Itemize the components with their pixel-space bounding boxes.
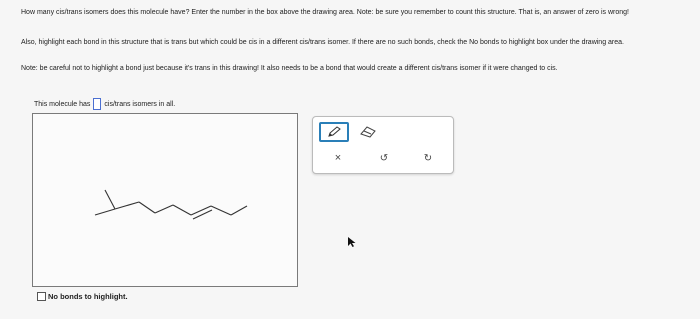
instruction-paragraph-3: Note: be careful not to highlight a bond just because it's trans in this drawing! It also needs to be a bond that would create a different cis/trans isomer if it were changed to cis. [21,65,558,72]
instruction-paragraph-2: Also, highlight each bond in this structure that is trans but which could be cis in a different cis/trans isomer. If there are no such bonds, check the No bonds to highlight box under the drawing area. [21,39,624,46]
bond-8[interactable] [231,206,247,215]
no-bonds-option[interactable] [37,292,128,301]
double-bond-main[interactable] [191,206,211,215]
bond-5[interactable] [155,205,173,213]
no-bonds-checkbox[interactable] [37,292,46,301]
bond-6[interactable] [173,205,191,215]
double-bond-second[interactable] [193,210,212,219]
eraser-button[interactable] [357,123,379,141]
pencil-icon [326,126,342,138]
undo-button[interactable]: ↺ [379,152,389,164]
no-bonds-label: No bonds to highlight. [48,292,128,301]
mouse-cursor-icon [347,236,357,248]
count-prefix: This molecule has [34,100,91,108]
bond-3[interactable] [95,209,115,215]
instruction-paragraph-1: How many cis/trans isomers does this molecule have? Enter the number in the box above the drawing area. Note: be sure you remember to count this structure. That is, an answer of zero is wrong! [21,9,630,16]
pencil-button[interactable] [319,122,349,142]
bond-4[interactable] [139,202,155,213]
molecule-structure [33,114,297,286]
redo-button[interactable]: ↻ [423,152,433,164]
clear-button[interactable]: × [334,152,342,164]
count-suffix: cis/trans isomers in all. [104,100,176,108]
bond-7[interactable] [211,206,231,215]
drawing-area[interactable] [32,113,298,287]
isomer-count-line [34,98,175,110]
isomer-count-input[interactable] [93,98,101,110]
bond-2[interactable] [115,202,139,209]
eraser-icon [358,125,378,139]
bond-1[interactable] [105,190,115,209]
drawing-toolbar [312,116,454,174]
